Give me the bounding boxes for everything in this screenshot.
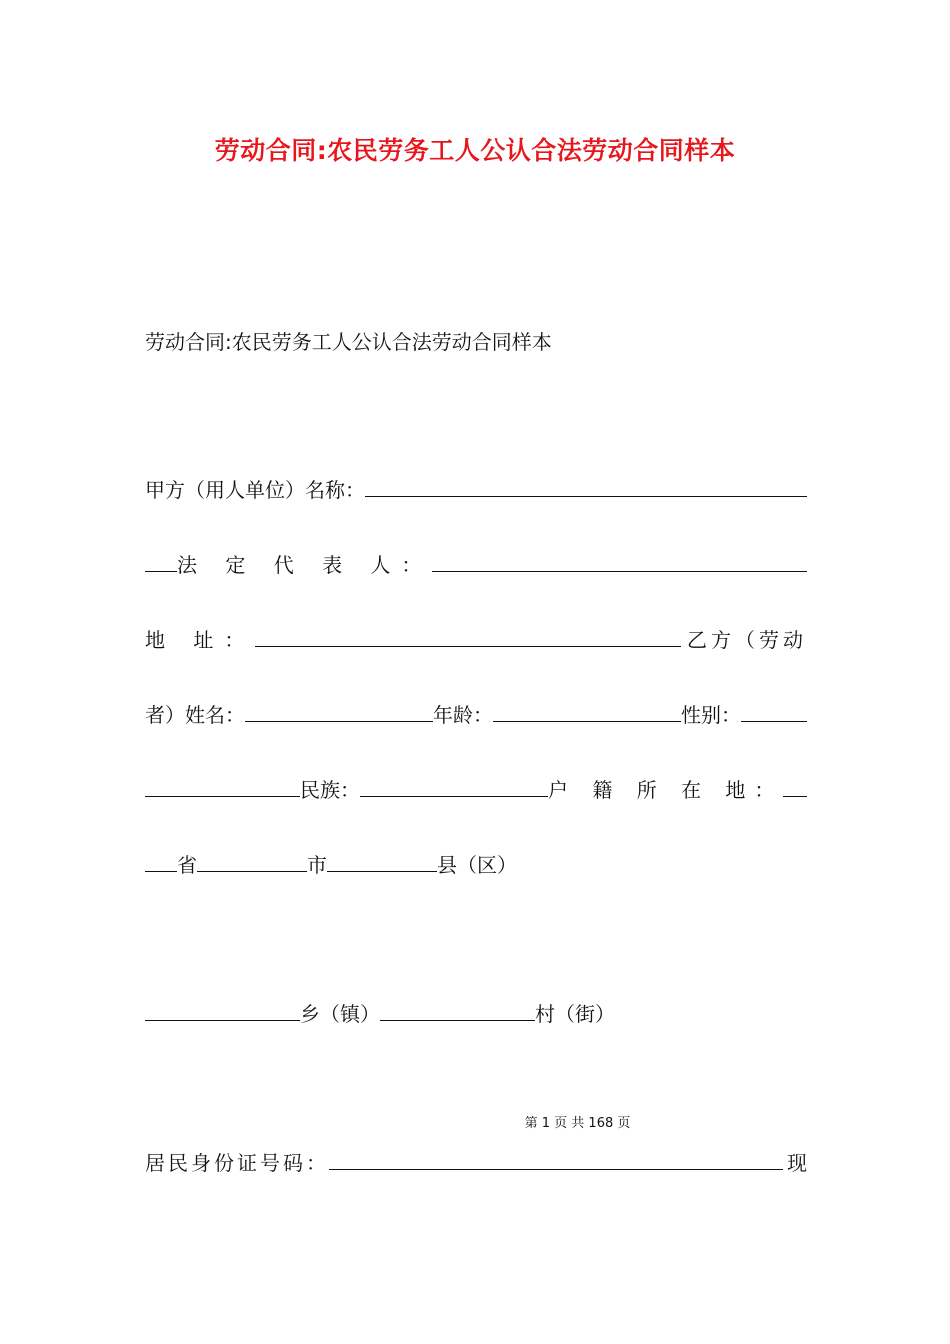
ethnicity-row	[145, 770, 807, 804]
ethnicity-label: 民族：	[300, 778, 360, 802]
address-label: 地 址：	[145, 628, 256, 652]
ethnicity-blank[interactable]	[360, 796, 548, 797]
gender-label: 性别：	[681, 703, 741, 727]
legal-rep-row	[145, 545, 807, 579]
worker-info-row	[145, 695, 807, 729]
village-label: 村（街）	[535, 1002, 615, 1026]
party-b-label-end: 者）姓名：	[145, 703, 245, 727]
gender-blank[interactable]	[741, 721, 807, 722]
gender-blank-cont[interactable]	[145, 796, 300, 797]
county-blank[interactable]	[145, 1020, 300, 1021]
id-number-blank[interactable]	[329, 1169, 783, 1170]
worker-name-blank[interactable]	[245, 721, 433, 722]
domicile-blank-cont[interactable]	[145, 871, 177, 872]
domicile-label: 户 籍 所 在 地：	[548, 778, 784, 802]
city-label: 市	[307, 853, 327, 877]
document-title: 劳动合同:农民劳务工人公认合法劳动合同样本	[214, 136, 736, 165]
legal-rep-prefix-blank[interactable]	[145, 571, 177, 572]
domicile-blank[interactable]	[783, 796, 807, 797]
document-subtitle: 劳动合同:农民劳务工人公认合法劳动合同样本	[145, 330, 552, 354]
township-label: 乡（镇）	[300, 1002, 380, 1026]
employer-name-label: 甲方（用人单位）名称：	[145, 478, 365, 502]
legal-rep-label: 法 定 代 表 人：	[177, 553, 433, 577]
address-row	[145, 620, 807, 654]
township-row	[145, 994, 807, 1028]
province-row	[145, 845, 807, 879]
county-label: 县（区）	[437, 853, 517, 877]
address-blank[interactable]	[255, 646, 681, 647]
employer-name-row	[145, 470, 807, 504]
id-number-label: 居民身份证号码：	[145, 1151, 329, 1175]
age-blank[interactable]	[493, 721, 681, 722]
township-blank[interactable]	[380, 1020, 535, 1021]
legal-rep-blank[interactable]	[432, 571, 807, 572]
age-label: 年龄：	[433, 703, 493, 727]
employer-name-blank[interactable]	[365, 496, 807, 497]
party-b-label-start: 乙方（劳动	[687, 628, 807, 652]
id-number-row	[145, 1143, 807, 1177]
city-blank[interactable]	[327, 871, 437, 872]
province-blank[interactable]	[197, 871, 307, 872]
province-label: 省	[177, 853, 197, 877]
page-indicator: 第 1 页 共 168 页	[524, 1116, 631, 1131]
current-address-label: 现	[787, 1151, 807, 1175]
